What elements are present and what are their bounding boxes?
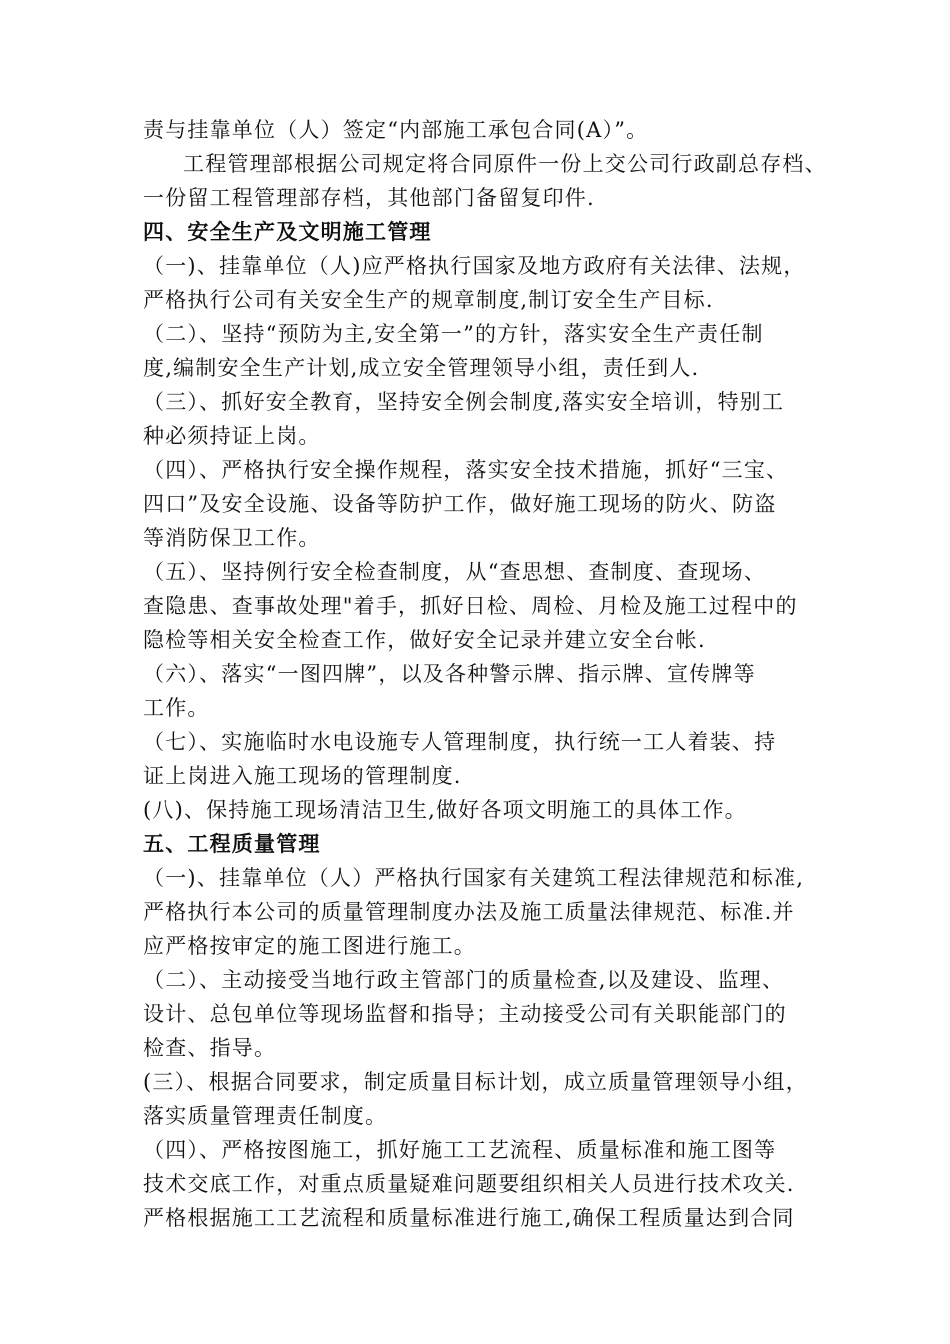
paragraph-line: 种必须持证上岗。: [143, 424, 321, 448]
paragraph-line: 查隐患、查事故处理"着手，抓好日检、周检、月检及施工过程中的: [143, 594, 798, 618]
paragraph-line: （二）、主动接受当地行政主管部门的质量检查,以及建设、监理、: [143, 968, 785, 992]
section-heading-quality: 五、工程质量管理: [143, 831, 321, 856]
paragraph-line: 工程管理部根据公司规定将合同原件一份上交公司行政副总存档、: [183, 152, 827, 176]
paragraph-line: （一)、挂靠单位（人）严格执行国家有关建筑工程法律规范和标准,: [143, 866, 805, 890]
paragraph-line: （五）、坚持例行安全检查制度，从“查思想、查制度、查现场、: [143, 560, 767, 584]
document-body: [143, 113, 833, 1235]
paragraph-line: （四）、严格按图施工，抓好施工工艺流程、质量标准和施工图等: [143, 1138, 777, 1162]
section-heading-safety: 四、安全生产及文明施工管理: [143, 219, 432, 244]
paragraph-line: 技术交底工作，对重点质量疑难问题要组织相关人员进行技术攻关.: [143, 1172, 795, 1196]
paragraph-line: 度,编制安全生产计划,成立安全管理领导小组，责任到人.: [143, 356, 700, 380]
paragraph-line: 落实质量管理责任制度。: [143, 1104, 388, 1128]
paragraph-line: 责与挂靠单位（人）签定“内部施工承包合同(A）”。: [143, 118, 649, 142]
paragraph-line: 设计、总包单位等现场监督和指导；主动接受公司有关职能部门的: [143, 1002, 787, 1026]
paragraph-line: 严格执行本公司的质量管理制度办法及施工质量法律规范、标准.并: [143, 900, 795, 924]
paragraph-line: 证上岗进入施工现场的管理制度.: [143, 764, 462, 788]
paragraph-line: 应严格按审定的施工图进行施工。: [143, 934, 476, 958]
paragraph-line: 检查、指导。: [143, 1036, 277, 1060]
paragraph-line: （一)、挂靠单位（人)应严格执行国家及地方政府有关法律、法规，: [143, 254, 806, 278]
paragraph-line: （七）、实施临时水电设施专人管理制度，执行统一工人着装、持: [143, 730, 777, 754]
paragraph-line: （三）、抓好安全教育，坚持安全例会制度,落实安全培训，特别工: [143, 390, 785, 414]
paragraph-line: (八)、保持施工现场清洁卫生,做好各项文明施工的具体工作。: [143, 798, 747, 822]
paragraph-line: （四）、严格执行安全操作规程，落实安全技术措施，抓好“三宝、: [143, 458, 789, 482]
paragraph-line: 严格根据施工工艺流程和质量标准进行施工,确保工程质量达到合同: [143, 1206, 795, 1230]
paragraph-line: (三）、根据合同要求，制定质量目标计划，成立质量管理领导小组，: [143, 1070, 808, 1094]
paragraph-line: （六）、落实“一图四牌”，以及各种警示牌、指示牌、宣传牌等: [143, 662, 756, 686]
paragraph-line: 严格执行公司有关安全生产的规章制度,制订安全生产目标.: [143, 288, 714, 312]
paragraph-line: 四口”及安全设施、设备等防护工作，做好施工现场的防火、防盗: [143, 492, 777, 516]
paragraph-line: 工作。: [143, 696, 210, 720]
paragraph-line: 一份留工程管理部存档，其他部门备留复印件.: [143, 186, 595, 210]
paragraph-line: 等消防保卫工作。: [143, 526, 321, 550]
paragraph-line: 隐检等相关安全检查工作，做好安全记录并建立安全台帐.: [143, 628, 706, 652]
paragraph-line: （二）、坚持“预防为主,安全第一”的方针，落实安全生产责任制: [143, 322, 764, 346]
